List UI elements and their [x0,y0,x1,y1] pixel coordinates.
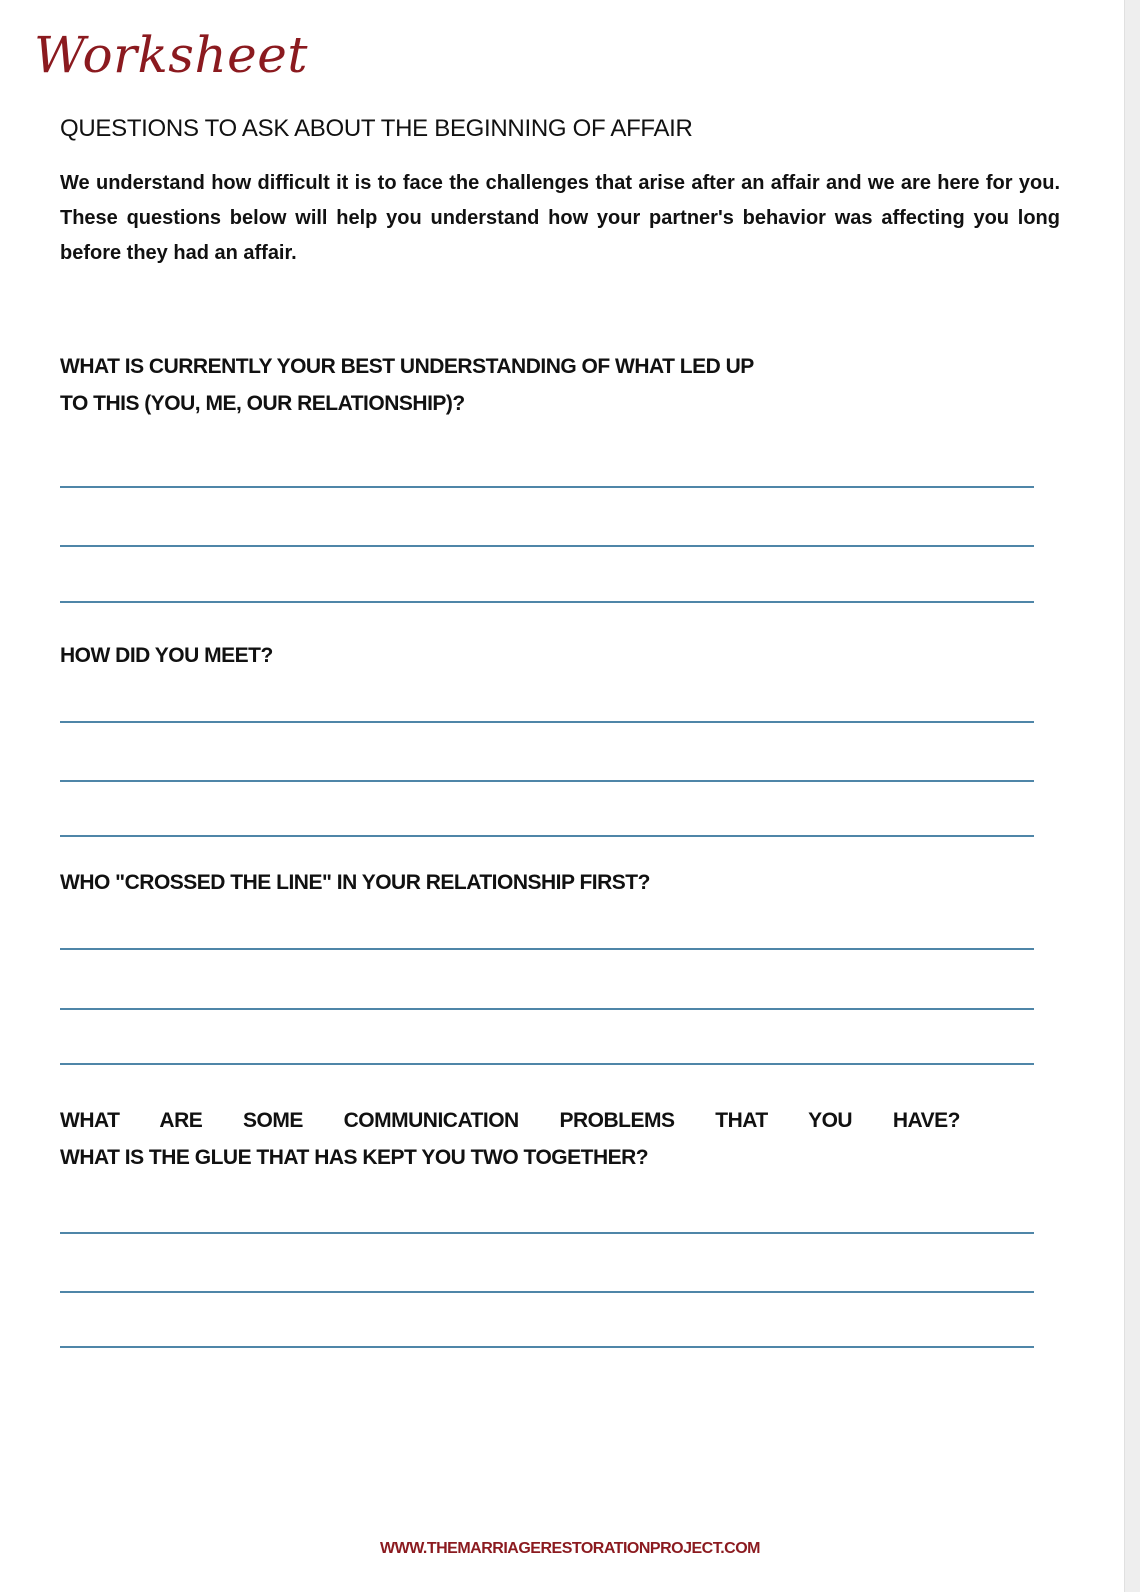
question-2 [60,637,960,674]
question-4-line-2: WHAT IS THE GLUE THAT HAS KEPT YOU TWO TOGETHER? [60,1146,649,1169]
question-1-line-2: TO THIS (YOU, ME, OUR RELATIONSHIP)? [60,392,465,415]
answer-line[interactable] [60,1291,1034,1293]
question-4-line-1: WHAT ARE SOME COMMUNICATION PROBLEMS THAT YOU HAVE? [60,1109,960,1132]
answer-line[interactable] [60,545,1034,547]
answer-line[interactable] [60,835,1034,837]
answer-line[interactable] [60,486,1034,488]
answer-line[interactable] [60,948,1034,950]
question-1-line-1: WHAT IS CURRENTLY YOUR BEST UNDERSTANDING OF WHAT LED UP [60,355,754,378]
worksheet-title: Worksheet [34,26,308,84]
question-3 [60,864,960,901]
intro-paragraph: We understand how difficult it is to face the challenges that arise after an affair and we are here for you. These questions below will help you understand how your partner's behavior was affecting you long before they had an affair. [60,172,1060,264]
answer-line[interactable] [60,780,1034,782]
question-1 [60,348,960,422]
answer-line[interactable] [60,721,1034,723]
answer-line[interactable] [60,1232,1034,1234]
answer-line[interactable] [60,1063,1034,1065]
question-4 [60,1102,960,1176]
answer-line[interactable] [60,1008,1034,1010]
answer-line[interactable] [60,1346,1034,1348]
website-footer: WWW.THEMARRIAGERESTORATIONPROJECT.COM [379,1540,760,1557]
page-edge-shadow [1124,0,1140,1592]
worksheet-subheading: QUESTIONS TO ASK ABOUT THE BEGINNING OF AFFAIR [60,115,693,142]
answer-line[interactable] [60,601,1034,603]
question-3-line-1: WHO "CROSSED THE LINE" IN YOUR RELATIONSHIP FIRST? [60,871,650,894]
question-2-line-1: HOW DID YOU MEET? [60,644,273,667]
